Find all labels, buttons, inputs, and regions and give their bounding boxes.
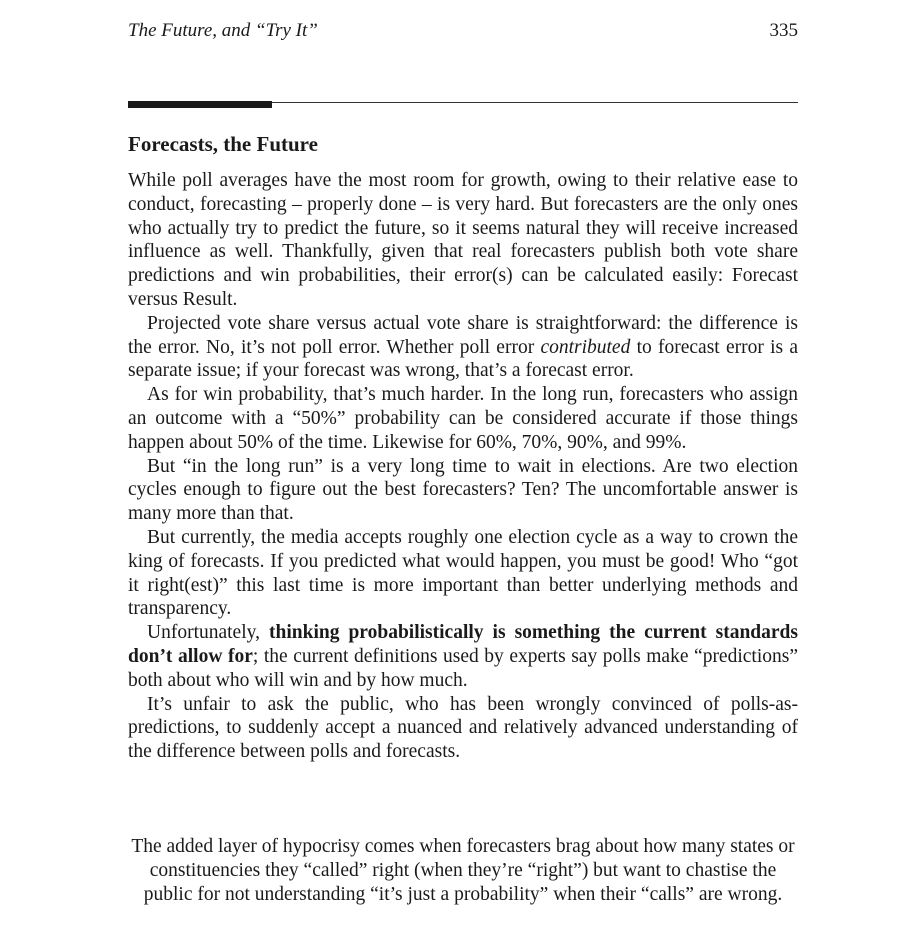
body-text: [128, 169, 798, 764]
running-head: The Future, and “Try It”: [128, 20, 318, 41]
block-quote: The added layer of hypocrisy comes when forecasters brag about how many states or constituencies they “called” right (when they’re “right”) but want to chastise the public for not understanding “it’s just a probability” when their “calls” are wrong.: [131, 836, 795, 905]
paragraph-1: While poll averages have the most room for growth, owing to their relative ease to conduct, forecasting – properly done – is very hard. But forecasters are the only ones who actually try to predict the future, so it seems natural they will receive increased influence as well. Thankfully, given that real forecasters publish both vote share predictions and win probabilities, their error(s) can be calculated easily: Forecast versus Result.: [128, 170, 798, 310]
section-heading: Forecasts, the Future: [128, 132, 318, 156]
paragraph-6-bold: thinking probabilistically is something the current standards don’t allow for: [128, 622, 798, 667]
page-number: 335: [769, 20, 798, 41]
paragraph-2-emphasis: contributed: [540, 336, 631, 358]
paragraph-7: It’s unfair to ask the public, who has been wrongly convinced of polls-as-predictions, to suddenly accept a nuanced and relatively advanced understanding of the difference between polls and forecasts.: [128, 693, 798, 763]
paragraph-6: [128, 621, 798, 692]
paragraph-2-part-a: Projected vote share versus actual vote share is straightforward: the difference is the error. No, it’s not poll error. Whether poll error: [128, 312, 798, 358]
paragraph-6-part-b: ; the current definitions used by experts say polls make “predictions” both about who will win and by how much.: [128, 645, 798, 691]
paragraph-2: [128, 312, 798, 383]
paragraph-5: But currently, the media accepts roughly one election cycle as a way to crown the king of forecasts. If you predicted what would happen, you must be good! Who “got it right(est)” this last time is more important than better underlying methods and transparency.: [128, 526, 798, 620]
paragraph-3: As for win probability, that’s much harder. In the long run, forecasters who assign an outcome with a “50%” probability can be considered accurate if those things happen about 50% of the time. Likewise for 60%, 70%, 90%, and 99%.: [128, 384, 798, 453]
paragraph-6-part-a: Unfortunately,: [147, 622, 269, 644]
section-rule-thick: [128, 101, 272, 108]
paragraph-2-part-b: to forecast error is a separate issue; if your forecast was wrong, that’s a forecast error.: [128, 336, 798, 382]
paragraph-4: But “in the long run” is a very long time to wait in elections. Are two election cycles enough to figure out the best forecasters? Ten? The uncomfortable answer is many more than that.: [128, 455, 798, 525]
